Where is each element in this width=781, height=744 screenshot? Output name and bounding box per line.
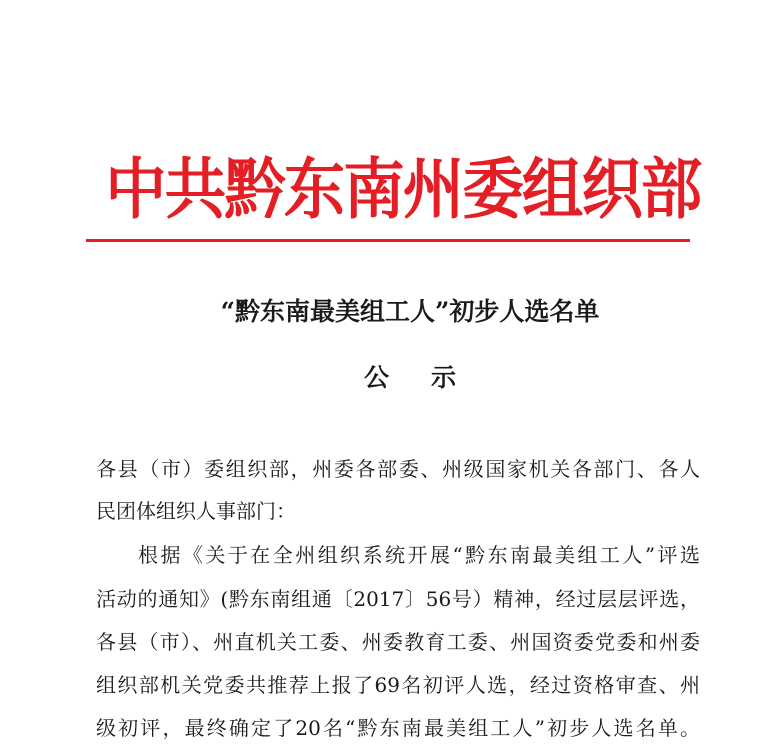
masthead-red-rule xyxy=(86,239,690,242)
body-line-5: 各县（市）、州直机关工委、州委教育工委、州国资委党委和州委 xyxy=(96,630,700,654)
document-subtitle: 公示 xyxy=(363,363,498,392)
document-title: “黔东南最美组工人”初步人选名单 xyxy=(220,297,600,326)
masthead-title: 中共黔东南州委组织部 xyxy=(105,151,701,228)
body-line-6: 组织部机关党委共推荐上报了69名初评人选，经过资格审查、州 xyxy=(96,673,700,697)
body-line-1: 各县（市）委组织部，州委各部委、州级国家机关各部门、各人 xyxy=(96,457,700,481)
body-line-2: 民团体组织人事部门： xyxy=(96,499,296,523)
body-line-3: 根据《关于在全州组织系统开展“黔东南最美组工人”评选 xyxy=(138,543,700,567)
body-line-4: 活动的通知》(黔东南组通〔2017〕56号）精神，经过层层评选， xyxy=(96,587,700,611)
body-line-7: 级初评，最终确定了20名“黔东南最美组工人”初步人选名单。 xyxy=(96,716,700,740)
